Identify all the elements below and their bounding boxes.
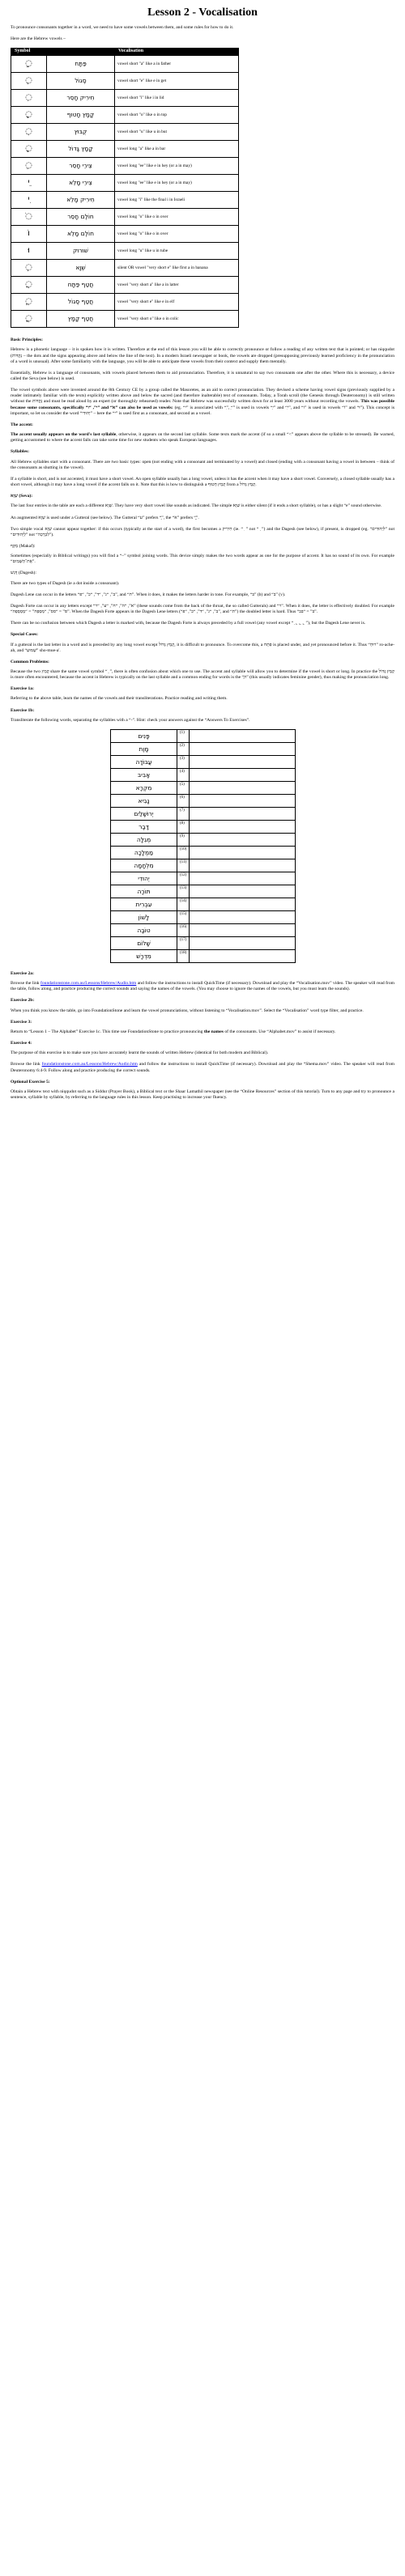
exercise-2a-post: and follow the instructions to install QuickTime (if necessary). Download and play the “Vocalisation.mov” video. The speaker will read from the table, follow along, and practice producing the correct sounds and saying the names of the vowels. (You may choose to ignore the names of the vowels, but you must learn the sounds). <box>11 981 394 992</box>
vowel-row <box>11 124 239 141</box>
word-row <box>111 807 296 820</box>
transliteration-answer-cell[interactable] <box>190 833 296 846</box>
hebrew-word: לָשׁוֹן <box>111 910 177 923</box>
vowel-row <box>11 209 239 226</box>
vowel-hebrew-name: קֻבּוּץ <box>47 124 115 141</box>
vowel-description: silent OR vowel "very short e" like first a in banana <box>115 260 239 277</box>
word-row <box>111 923 296 936</box>
exercise-1a-heading: Exercise 1a: <box>11 686 34 692</box>
vowel-description: vowel short "a" like a in father <box>115 56 239 73</box>
vowel-symbol: ◌ֹ <box>11 209 47 226</box>
basic-principles-p1-text: Hebrew is a phonetic language – it is spoken how it is written. Therefore at the end of this lesson you will be able to correctly pronounce or follow a reading of any written text that is pointed; or has niqqudot (נְקֻדּוֹת – the dots and the signs appearing above and below the line of the text). In a modern Israeli newspaper or book, the vowels are dropped (presupposing previously learned proficiency in the pronunciation of a word is unusual). After some familiarity with the language, you will be able to anticipate these vowels from their context and supply them mentally. <box>11 347 394 364</box>
vowel-hebrew-name: חֲטַף פַּתָּח <box>47 277 115 294</box>
exercise-5-heading: Optional Exercise 5: <box>11 1079 50 1084</box>
sheva-heading: שְׁוָא (Seva): <box>11 494 33 499</box>
vowel-symbol: ◌ֵ <box>11 158 47 175</box>
vowel-hebrew-name: חֲטַף סֶגוֹל <box>47 294 115 311</box>
vowel-row <box>11 294 239 311</box>
transliteration-answer-cell[interactable] <box>190 755 296 768</box>
accent-paragraph <box>11 432 394 443</box>
vowel-hebrew-name: חִירִיק חָסֵר <box>47 90 115 107</box>
vowel-symbol: ִי <box>11 192 47 209</box>
vowel-description: vowel short "i" like i in lid <box>115 90 239 107</box>
audio-lessons-link[interactable]: foundationstone.com.au/Lessons/Hebrew/Audio.htm <box>40 981 137 987</box>
basic-principles-p2 <box>11 371 394 382</box>
exercise-4-post: and follow the instructions to install QuickTime (if necessary). Download and play the “Shema.mov” video. The speaker will read from Deuteronomy 6:4-9. Follow along and practice producing the correct sounds. <box>11 1062 394 1073</box>
word-row <box>111 885 296 898</box>
vowel-hebrew-name: פַּתָּח <box>47 56 115 73</box>
exercise-3-post: of the consonants. Use “Alphabet.mov” to assist if necessary. <box>223 1029 336 1034</box>
word-row <box>111 859 296 872</box>
hebrew-word: מְגִלָּה <box>111 833 177 846</box>
word-number: (3) <box>177 755 190 768</box>
exercise-1b-text: Transliterate the following words, separating the syllables with a “-”. Hint: check your answers against the “Answers To Exercises”. <box>11 717 250 723</box>
basic-principles-heading: Basic Principles: <box>11 337 43 343</box>
vowel-row <box>11 226 239 243</box>
vowel-symbol: ◌ִ <box>11 90 47 107</box>
vowel-description: vowel short "u" like u in but <box>115 124 239 141</box>
exercise-4-p1: The purpose of this exercise is to make sure you have accurately learnt the sounds of written Hebrew (identical for both modern and Biblical). <box>11 1050 269 1056</box>
dagesh-p4: There can be no confusion between which Dagesh a letter is marked with, because the Dagesh Forte is always preceded by a full vowel (any vowel except “ ְ , ֲ , ֱ , ֳ ”), but the Dagesh Lene never is. <box>11 621 366 626</box>
vowel-hebrew-name: שׁוּרוּק <box>47 243 115 260</box>
hebrew-word: מִקְרָא <box>111 781 177 794</box>
vowel-description: vowel long "ee" like e in hey (or a in may) <box>115 175 239 192</box>
dagesh-p3: Dagesh Forte can occur in any letters except “א”, “ה”, “ח”, “ע”, “ר” (these sounds come from the back of the throat, the so called Gutterals) and “ר”. When it does, the letter is effectively doubled. For example “סּ” = “סס”, “מְסָּפָה” = “מְסְסָפָה”. When the Dagesh Forte appears in the Dagesh Lene letters (“ב”, “ג”, “ד”, “כ”, “פ”, and “ת”) the doubled letter is hard. Thus “בּ” = “בּב”. <box>11 603 395 615</box>
word-row <box>111 794 296 807</box>
basic-principles-p3-text: The vowel symbols above were invented around the 8th Century CE by a group called the Masoretes, as an aid to correct pronunciation. They devised a scheme having vowel signs (previously supplied by a reader intimately familiar with the texts) explicitly written above and below the sacred (and therefore inalterable) text of consonants. Today, a Torah scroll (the Genesis through Deuteronomy) is still written without the נְקֻדּוֹת and must be read aloud by an expert (or thoroughly rehearsed) reader. Note that Hebrew was successfully written down for at least 3000 years without recording the vowels. <box>11 388 394 405</box>
hebrew-word: שָׁלוֹם <box>111 936 177 949</box>
vowel-description: vowel long "a" like a in bar <box>115 141 239 158</box>
exercise-4-p2 <box>11 1062 394 1073</box>
syllables-heading: Syllables: <box>11 449 30 455</box>
word-number: (1) <box>177 729 190 742</box>
vowel-description: vowel "very short e" like e in elf <box>115 294 239 311</box>
vowel-hebrew-name: קָמָץ חָטוּף <box>47 107 115 124</box>
word-row <box>111 742 296 755</box>
vowel-hebrew-name: חוֹלֶם מָלֵא <box>47 226 115 243</box>
word-number: (17) <box>177 936 190 949</box>
vowel-hebrew-name: חִירִיק מָלֵא <box>47 192 115 209</box>
word-number: (13) <box>177 885 190 898</box>
syllables-p1: All Hebrew syllables start with a consonant. There are two basic types: open (not ending with a consonant and terminated by a vowel) and closed (ending with a consonant having a vowel in between – think of the consonants as shutting in the vowel). <box>11 459 394 470</box>
accent-text: , otherwise, it appears on the second last syllable. Some texts mark the accent (if so a small “<” appears above the syllable to be stressed). Be warned, getting accustomed to where the accent falls can take some time for new students who speak European languages. <box>11 432 394 443</box>
vowel-row <box>11 192 239 209</box>
hebrew-word: יְהוּדִי <box>111 872 177 885</box>
vowel-description: vowel long "o" like o in over <box>115 226 239 243</box>
vowel-row <box>11 56 239 73</box>
hebrew-word: תּוֹרָה <box>111 885 177 898</box>
vowel-description: vowel long "o" like o in over <box>115 209 239 226</box>
exercise-2a-pre: Browse the link <box>11 981 40 987</box>
vowel-row <box>11 141 239 158</box>
transliteration-answer-cell[interactable] <box>190 872 296 885</box>
word-number: (8) <box>177 820 190 833</box>
vowel-symbol: וּ <box>11 243 47 260</box>
vowel-symbol: ◌ֲ <box>11 277 47 294</box>
vowel-symbol: ֵי <box>11 175 47 192</box>
transliteration-answer-cell[interactable] <box>190 794 296 807</box>
sheva-p2: An augmented שְׁוָא is used under a Gutteral (see below). The Gutteral “ע” prefers “ֲ”, the “א” prefers “ֱ”. <box>11 515 199 520</box>
basic-principles-p3-bold: This was possible because some consonants, specifically “י”, “ו” and “א” can also be used as vowels: <box>11 399 394 410</box>
name-column-header <box>47 49 115 56</box>
vocalisation-column-header: Vocalisation <box>115 49 239 56</box>
transliteration-table-body <box>111 729 296 962</box>
basic-principles-p3 <box>11 388 394 417</box>
vowel-hebrew-name: צֵירֵי מָלֵא <box>47 175 115 192</box>
exercise-2b-text: When you think you know the table, go into FoundationStone and learn the vowel pronunciations, without listening to “Vocalisation.mov”. Select the “Vocalisation” word type filter, and practice. <box>11 1008 364 1013</box>
transliteration-answer-cell[interactable] <box>190 729 296 742</box>
exercise-3-text <box>11 1029 394 1035</box>
vowel-hebrew-name: שְׁוָא <box>47 260 115 277</box>
transliteration-answer-cell[interactable] <box>190 768 296 781</box>
transliteration-answer-cell[interactable] <box>190 936 296 949</box>
word-row <box>111 936 296 949</box>
basic-principles-p1 <box>11 347 394 364</box>
exercise-2a-heading: Exercise 2a: <box>11 970 34 976</box>
word-row <box>111 768 296 781</box>
exercise-2b-heading: Exercise 2b: <box>11 998 35 1004</box>
exercise-4-pre: Browse the link <box>11 1062 42 1067</box>
vowel-table <box>11 48 239 328</box>
basic-principles-p2-text: Essentially, Hebrew is a language of consonants, with vowels placed between them to aid pronunciation. Therefore, it is unnatural to say two consonants one after the other. Where this is necessary, a device called the Seva (see below) is used. <box>11 370 394 381</box>
vowel-row <box>11 158 239 175</box>
word-number: (15) <box>177 910 190 923</box>
hebrew-word: פָּנִים <box>111 729 177 742</box>
vowel-hebrew-name: חוֹלֶם חָסֵר <box>47 209 115 226</box>
hebrew-word: מִדְרָשׁ <box>111 949 177 962</box>
word-row <box>111 781 296 794</box>
page-title: Lesson 2 - Vocalisation <box>147 6 258 19</box>
vowel-row <box>11 90 239 107</box>
word-number: (7) <box>177 807 190 820</box>
vowel-symbol: ◌ָ <box>11 141 47 158</box>
sheva-p1: The last four entries in the table are each a different שְׁוָא. They have very short vowel like sounds as indicated. The simple שְׁוָא is either silent (if it ends a short syllable), or has a slight “e” sound otherwise. <box>11 503 382 509</box>
word-row <box>111 833 296 846</box>
dagesh-heading: דָּגֵשׁ (Dagesh): <box>11 571 36 576</box>
exercise-3-pre: Return to “Lesson 1 – The Alphabet” Exercise 1c. This time use FoundationStone to practice pronouncing <box>11 1029 204 1034</box>
hebrew-word: מִלְחָמָה <box>111 859 177 872</box>
vowel-intro-text: Here are the Hebrew vowels – <box>11 36 66 42</box>
vowel-row <box>11 243 239 260</box>
vowel-symbol: ◌ֻ <box>11 124 47 141</box>
hebrew-word: טוֹבָה <box>111 923 177 936</box>
vowel-row <box>11 107 239 124</box>
exercise-3-heading: Exercise 3: <box>11 1019 32 1025</box>
exercise-5-text: Obtain a Hebrew text with niqqudot such as a Siddur (Prayer Book), a Biblical text or the Shaar Lamathil newspaper (see the “Online Resources” section of this tutorial). Turn to any page and try to pronounce a sentence, syllable by syllable, by referring to the language rules in this lesson. Keep practising to increase your fluency. <box>11 1089 394 1100</box>
word-number: (12) <box>177 872 190 885</box>
transliteration-answer-cell[interactable] <box>190 923 296 936</box>
word-number: (9) <box>177 833 190 846</box>
hebrew-word: מַמְלָכָה <box>111 846 177 859</box>
vowel-hebrew-name: קָמָץ גָּדוֹל <box>47 141 115 158</box>
vowel-hebrew-name: חֲטַף קָמָץ <box>47 311 115 328</box>
vowel-description: vowel "very short a" like a in latter <box>115 277 239 294</box>
word-row <box>111 729 296 742</box>
transliteration-answer-cell[interactable] <box>190 807 296 820</box>
special-cases-heading: Special Cases: <box>11 632 39 638</box>
transliteration-answer-cell[interactable] <box>190 846 296 859</box>
exercise-1a-text: Referring to the above table, learn the names of the vowels and their transliterations. Practice reading and writing them. <box>11 696 228 702</box>
transliteration-answer-cell[interactable] <box>190 898 296 910</box>
word-number: (2) <box>177 742 190 755</box>
syllables-p2: If a syllable is short, and is not accented, it must have a short vowel. An open syllable usually has a long vowel, unless it has the accent when it may have a short vowel. Conversely, a closed syllable usually has a short vowel, although it may have a long vowel if the accent falls on it. Note that this is how to distinguish a קָמָץ חָטוּף from a קָמָץ גָּדוֹל. <box>11 476 394 488</box>
word-number: (16) <box>177 923 190 936</box>
vowel-description: vowel long "ee" like e in hey (or a in may) <box>115 158 239 175</box>
exercise-1b-heading: Exercise 1b: <box>11 707 35 713</box>
word-row <box>111 949 296 962</box>
word-row <box>111 820 296 833</box>
vowel-hebrew-name: צֵירֵי חָסֵר <box>47 158 115 175</box>
word-number: (5) <box>177 781 190 794</box>
special-cases-p1: If a gutteral is the last letter in a word and is preceded by any long vowel except קָמָץ גָּדוֹל, it is difficult to pronounce. To overcome this, a פַּתָּח is placed under, and yet pronounced before it. Thus “רוּחַ” ro-ache-ah, and “שָׁמוּעַ” sho-mue-a'. <box>11 642 394 653</box>
exercise-2a-text <box>11 981 394 992</box>
common-problems-p1: Because the two קָמָץ share the same vowel symbol “ ָ ”, there is often confusion about which one to use. The accent and syllable will allow you to determine if the vowel is short or long. In practice the קָמָץ גָּדוֹל is more often encountered, because the accent in Hebrew is typically on the last syllable and a common ending for words is the “ָה” (this usually indicates feminine gender), thus making the pronunciation long. <box>11 669 394 681</box>
transliteration-answer-cell[interactable] <box>190 820 296 833</box>
transliteration-answer-cell[interactable] <box>190 781 296 794</box>
hebrew-word: נָבִיא <box>111 794 177 807</box>
word-number: (6) <box>177 794 190 807</box>
common-problems-heading: Common Problems: <box>11 659 49 664</box>
transliteration-answer-cell[interactable] <box>190 910 296 923</box>
transliteration-table <box>110 729 296 963</box>
hebrew-word: אָבִיב <box>111 768 177 781</box>
accent-heading: The accent: <box>11 422 33 427</box>
vowel-symbol: ◌ְ <box>11 260 47 277</box>
transliteration-answer-cell[interactable] <box>190 742 296 755</box>
vowel-symbol: וֹ <box>11 226 47 243</box>
vowel-row <box>11 260 239 277</box>
transliteration-answer-cell[interactable] <box>190 885 296 898</box>
transliteration-answer-cell[interactable] <box>190 859 296 872</box>
hebrew-word: עִבְרִית <box>111 898 177 910</box>
hebrew-word: יְרוּשָׁלַיִם <box>111 807 177 820</box>
vowel-table-header <box>11 49 239 56</box>
vowel-symbol: ◌ָ <box>11 107 47 124</box>
document-page <box>0 0 405 1101</box>
vowel-row <box>11 73 239 90</box>
dagesh-p1: There are two types of Dagesh (ie a dot inside a consonant). <box>11 580 120 586</box>
vowel-description: vowel short "e" like e in get <box>115 73 239 90</box>
intro-text: To pronounce consonants together in a word, we need to have some vowels between them, and some rules for how to do it. <box>11 24 234 30</box>
vowel-hebrew-name: סֶגוֹל <box>47 73 115 90</box>
word-row <box>111 898 296 910</box>
vowel-description: vowel short "o" like o in top <box>115 107 239 124</box>
word-number: (14) <box>177 898 190 910</box>
vowel-description: vowel "very short o" like o in colic <box>115 311 239 328</box>
shema-audio-link[interactable]: foundationstone.com.au/Lessons/Hebrew/Audio.htm <box>41 1062 138 1067</box>
word-row <box>111 846 296 859</box>
hebrew-word: עֲבוֹדָה <box>111 755 177 768</box>
dagesh-p2: Dagesh Lene can occur in the letters “ב”, “ג”, “ד”, “כ”, “פ”, and “ת”. When it does, it makes the letters harder in tone. For example, “בּ” (b) and “ב” (v). <box>11 592 286 597</box>
vowel-description: vowel long "u" like u in tube <box>115 243 239 260</box>
word-number: (18) <box>177 949 190 962</box>
exercise-4-heading: Exercise 4: <box>11 1041 32 1046</box>
sheva-p3: Two simple vocal שְׁוָא cannot appear together: if this occurs (typically at the start of a word), the first becomes a חִירִיק (ie. “ ִ ” not “ ְ ”) and the Dagesh (see below), if present, is dropped (eg. “לִיְהוּדִים” not “לְיְהוּדִים” not “לִבְרָכָה”). <box>11 526 395 537</box>
hebrew-word: מָוֶת <box>111 742 177 755</box>
word-row <box>111 910 296 923</box>
accent-bold: The accent usually appears on the word's last syllable <box>11 432 117 438</box>
symbol-column-header: Symbol <box>11 49 47 56</box>
vowel-row <box>11 311 239 328</box>
transliteration-answer-cell[interactable] <box>190 949 296 962</box>
vowel-symbol: ◌ֱ <box>11 294 47 311</box>
word-number: (4) <box>177 768 190 781</box>
word-row <box>111 872 296 885</box>
maqaf-heading: מַקֵּף (Makaf): <box>11 543 36 549</box>
hebrew-word: דָּבָר <box>111 820 177 833</box>
vowel-table-body <box>11 56 239 328</box>
vowel-symbol: ◌ַ <box>11 56 47 73</box>
maqaf-p1: Sometimes (especially in Biblical writings) you will find a “–” symbol joining words. This device simply makes the two words appear as one for the purpose of accent. It has no sound of its own. For example “אֶת־הַשָּׁמַיִם”. <box>11 554 394 565</box>
vowel-symbol: ◌ֶ <box>11 73 47 90</box>
word-number: (10) <box>177 846 190 859</box>
vowel-row <box>11 175 239 192</box>
word-number: (11) <box>177 859 190 872</box>
word-row <box>111 755 296 768</box>
vowel-row <box>11 277 239 294</box>
exercise-3-bold: the names <box>203 1029 224 1034</box>
vowel-symbol: ◌ֳ <box>11 311 47 328</box>
vowel-description: vowel long "i" like the final i in Israeli <box>115 192 239 209</box>
basic-principles-p3-tail: (eg. “י” is associated with “ִ”, “ֵ” is used in vowels “ֵי” and “ִי”, and “ו” is used in vowels “וֹ” and “וּ”). This concept is important, so let us consider the word “יְהוּדִי” – here the “י” is used first as a consonant, and second as a vowel. <box>11 405 395 416</box>
